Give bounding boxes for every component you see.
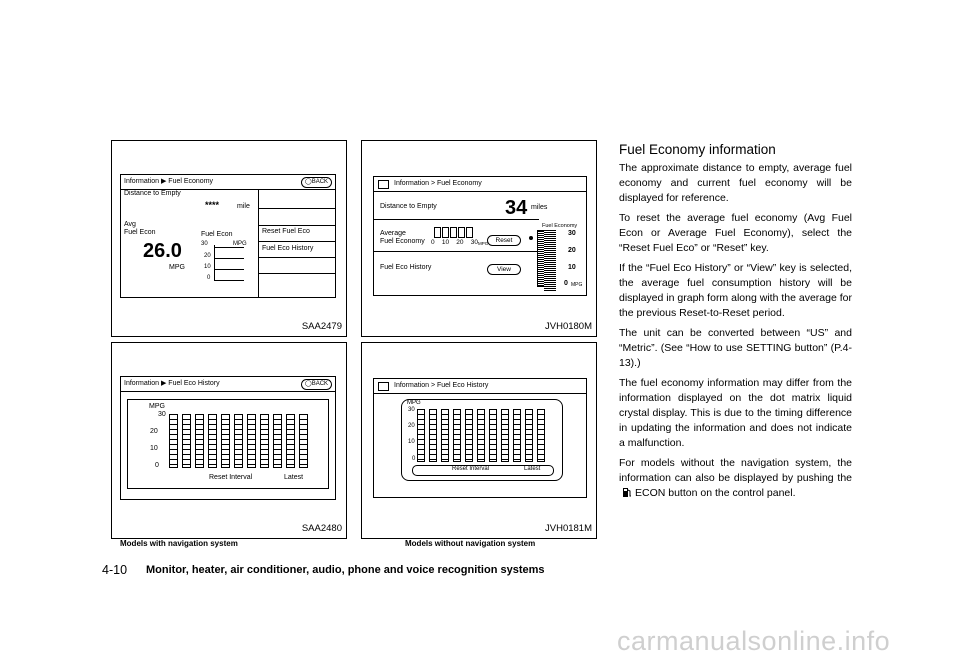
history-bar	[465, 409, 473, 462]
digit-cell	[450, 227, 457, 238]
view-button[interactable]: View	[487, 264, 521, 275]
graph-tick: 10	[408, 439, 415, 445]
history-bar	[247, 414, 256, 468]
graph-tick: 30	[408, 407, 415, 413]
history-bar	[169, 414, 178, 468]
history-bar	[286, 414, 295, 468]
graph-tick: 0	[155, 462, 159, 469]
graph-tick: 20	[150, 428, 158, 435]
history-bar	[525, 409, 533, 462]
figure-code: SAA2480	[301, 523, 342, 534]
history-bar	[513, 409, 521, 462]
history-bar	[221, 414, 230, 468]
screen-header: Information > Fuel Economy	[394, 180, 482, 187]
history-bar	[208, 414, 217, 468]
graph-tick: 30	[158, 411, 166, 418]
info-icon	[378, 382, 389, 391]
figure-code: JVH0181M	[545, 523, 592, 534]
distance-value: 34	[505, 197, 528, 219]
screen-header: Information > Fuel Eco History	[394, 382, 489, 389]
article-heading: Fuel Economy information	[619, 142, 776, 157]
history-bar	[477, 409, 485, 462]
watermark: carmanualsonline.info	[617, 626, 891, 656]
info-icon	[378, 180, 389, 189]
article-paragraph: To reset the average fuel economy (Avg Fuel Econ or Average Fuel Economy), select the “Reset Fuel Eco” or “Reset” key.	[619, 212, 852, 254]
distance-unit: miles	[531, 204, 548, 211]
figure-caption-nav: Models with navigation system	[120, 539, 238, 548]
article-paragraph-econ: For models without the navigation system, the information can also be displayed by pushing the ECON button on the control panel.	[619, 456, 852, 503]
article	[619, 142, 852, 508]
figure-jvh0181m	[361, 342, 597, 539]
history-bar	[182, 414, 191, 468]
scale-labels: 0 10 20 30	[431, 239, 478, 246]
gauge-tick: 0	[564, 280, 568, 287]
reset-interval-label: Reset Interval	[452, 466, 490, 472]
digit-cell	[466, 227, 473, 238]
digit-cell	[442, 227, 449, 238]
avg-unit: MPG	[169, 264, 185, 271]
nav-screen	[120, 174, 336, 298]
distance-unit: mile	[237, 203, 250, 210]
graph-tick: 0	[207, 275, 211, 281]
gauge-tick: 10	[568, 264, 576, 271]
graph-unit: MPG	[407, 400, 421, 406]
gauge-dot	[529, 236, 533, 240]
graph-tick: 20	[204, 253, 211, 259]
history-bar	[260, 414, 269, 468]
fuel-pump-icon	[622, 487, 632, 503]
nav-screen	[120, 376, 336, 500]
figure-saa2480	[111, 342, 347, 539]
graph-unit: MPG	[149, 403, 165, 410]
history-bar	[299, 414, 308, 468]
history-bar	[273, 414, 282, 468]
avg-label-1: Avg	[124, 221, 136, 228]
article-paragraph: If the “Fuel Eco History” or “View” key is selected, the average fuel consumption history will be displayed in graph form along with the average for the previous Reset-to-Reset period.	[619, 262, 852, 319]
dot-matrix-screen	[373, 176, 587, 296]
gauge-title: Fuel Economy	[542, 223, 578, 229]
digit-cell	[458, 227, 465, 238]
menu-reset-fuel-eco[interactable]: Reset Fuel Eco	[262, 228, 310, 235]
graph-tick: 30	[201, 241, 208, 247]
graph-unit: MPG	[233, 241, 247, 247]
gauge-tick: 30	[568, 230, 576, 237]
history-bar	[195, 414, 204, 468]
figure-caption-no-nav: Models without navigation system	[405, 539, 536, 548]
history-bar	[429, 409, 437, 462]
reset-button[interactable]: Reset	[487, 235, 521, 246]
graph-title: Fuel Econ	[201, 231, 233, 238]
figure-jvh0180m	[361, 140, 597, 337]
distance-label: Distance to Empty	[124, 190, 181, 197]
distance-label: Distance to Empty	[380, 203, 437, 210]
history-bar	[234, 414, 243, 468]
figure-code: JVH0180M	[545, 321, 592, 332]
history-bar	[537, 409, 545, 462]
graph-tick: 10	[204, 264, 211, 270]
fuel-gauge-fill	[544, 230, 556, 292]
history-bar	[489, 409, 497, 462]
avg-label-2: Fuel Econ	[124, 229, 156, 236]
dot-matrix-screen	[373, 378, 587, 498]
avg-label-1: Average	[380, 230, 406, 237]
scale-unit: MPG	[478, 241, 489, 246]
figure-code: SAA2479	[301, 321, 342, 332]
screen-header: Information ▶ Fuel Eco History	[124, 380, 220, 387]
article-paragraph: The approximate distance to empty, average fuel economy and current fuel economy will be displayed for reference.	[619, 162, 852, 204]
history-bar	[417, 409, 425, 462]
figure-saa2479	[111, 140, 347, 337]
history-bar	[501, 409, 509, 462]
page-number: 4-10	[102, 563, 128, 577]
gauge-unit: MPG	[571, 282, 583, 288]
latest-label: Latest	[284, 474, 304, 481]
chapter-title: Monitor, heater, air conditioner, audio, phone and voice recognition systems	[146, 564, 545, 576]
history-bar	[441, 409, 449, 462]
avg-label-2: Fuel Economy	[380, 238, 425, 245]
latest-label: Latest	[524, 466, 541, 472]
history-bar	[453, 409, 461, 462]
reset-interval-label: Reset Interval	[209, 474, 253, 481]
distance-value: ****	[205, 200, 220, 210]
digit-cell	[434, 227, 441, 238]
article-paragraph: The unit can be converted between “US” and “Metric”. (See “How to use SETTING button” (P.4-13).)	[619, 327, 852, 369]
back-button[interactable]: ◯BACK	[301, 177, 332, 188]
graph-tick: 20	[408, 423, 415, 429]
screen-header: Information ▶ Fuel Economy	[124, 178, 214, 185]
gauge-tick: 20	[568, 247, 576, 254]
graph-tick: 10	[150, 445, 158, 452]
history-label: Fuel Eco History	[380, 264, 432, 271]
article-paragraph: The fuel economy information may differ from the information displayed on the dot matrix liquid crystal display. This is due to the timing difference in updating the information and does not indicate a malfunction.	[619, 377, 852, 449]
back-button[interactable]: ◯BACK	[301, 379, 332, 390]
menu-fuel-eco-history[interactable]: Fuel Eco History	[262, 245, 314, 252]
graph-tick: 0	[412, 456, 416, 462]
avg-value: 26.0	[143, 240, 182, 262]
